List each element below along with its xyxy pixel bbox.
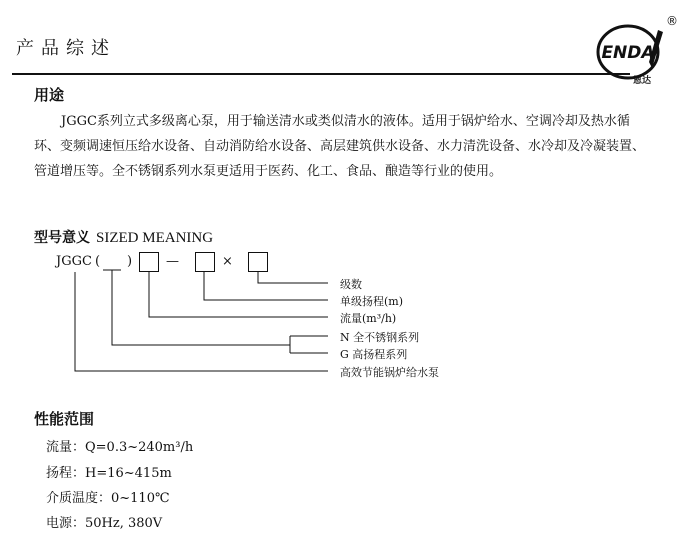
label-stainless: N 全不锈钢系列 xyxy=(340,331,420,344)
label-boiler-pump: 高效节能锅炉给水泵 xyxy=(340,366,439,379)
usage-title: 用途 xyxy=(34,86,65,104)
registered-mark: ® xyxy=(666,14,678,28)
performance-title: 性能范围 xyxy=(34,410,95,428)
label-high-head: G 高扬程系列 xyxy=(340,348,408,361)
dash-symbol: — xyxy=(166,254,179,269)
usage-line-1: JGGC系列立式多级离心泵，用于输送清水或类似清水的液体。适用于锅炉给水、空调冷却及热水循 xyxy=(61,114,630,129)
usage-line-3: 管道增压等。全不锈钢系列水泵更适用于医药、化工、食品、酿造等行业的使用。 xyxy=(34,164,503,179)
times-symbol: × xyxy=(222,254,233,269)
label-flow: 流量(m³/h) xyxy=(340,312,397,325)
perf-power: 电源：50Hz, 380V xyxy=(46,516,163,531)
label-head: 单级扬程(m) xyxy=(340,295,404,308)
logo-wordmark: ENDA xyxy=(601,43,655,63)
perf-flow: 流量：Q=0.3~240m³/h xyxy=(46,440,194,455)
model-code: JGGC xyxy=(56,254,92,269)
paren-open: ( xyxy=(95,254,101,269)
model-meaning-title-cn: 型号意义 xyxy=(34,230,90,246)
paren-close: ) xyxy=(127,254,133,269)
model-meaning-title-en: SIZED MEANING xyxy=(96,230,214,246)
page-title: 产品综述 xyxy=(16,38,116,59)
perf-temperature: 介质温度：0~110℃ xyxy=(46,491,170,506)
usage-line-2: 环、变频调速恒压给水设备、自动消防给水设备、高层建筑供水设备、水力清洗设备、水冷却及冷凝装置、 xyxy=(34,139,646,154)
label-stages: 级数 xyxy=(340,278,362,291)
perf-head: 扬程：H=16~415m xyxy=(46,466,172,481)
logo-cn-text: 恩达 xyxy=(632,76,652,86)
